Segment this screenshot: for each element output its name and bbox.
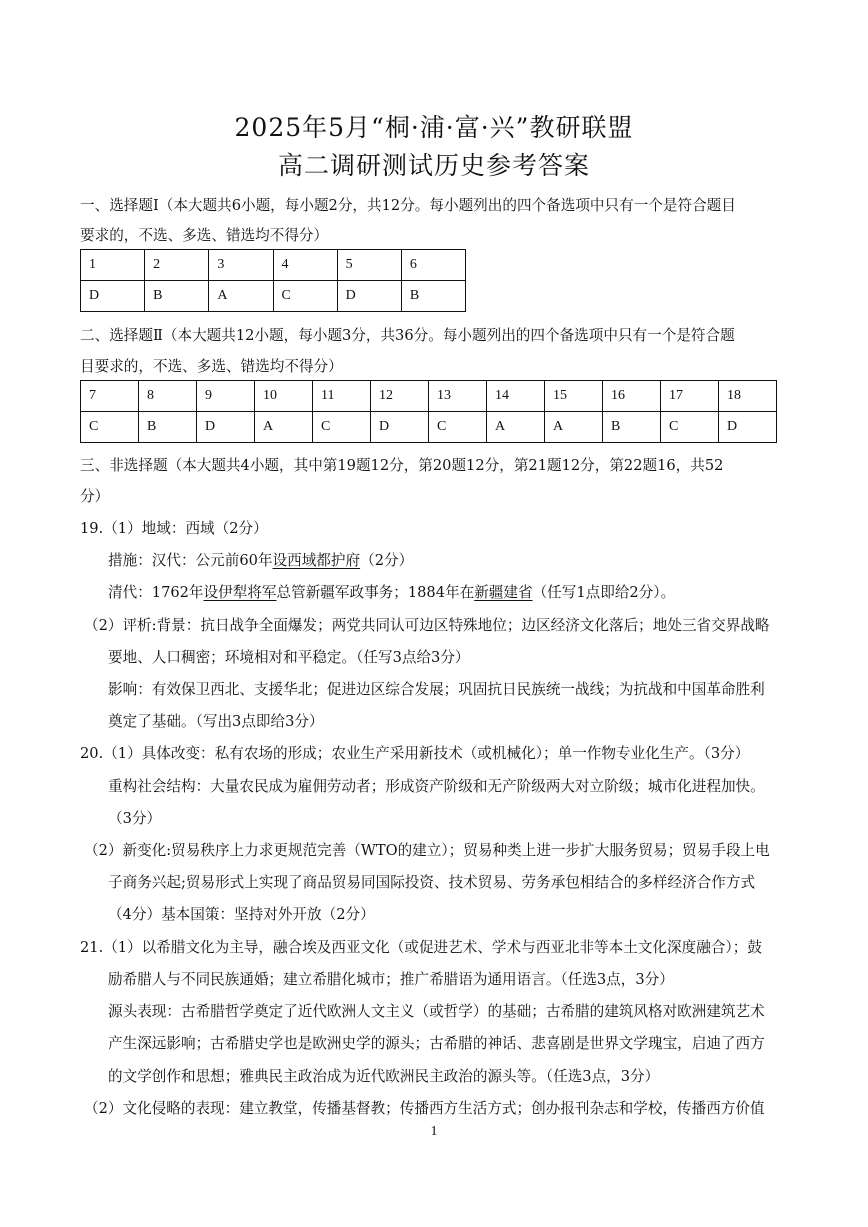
- q21-line4: 产生深远影响；古希腊史学也是欧洲史学的源头；古希腊的神话、悲喜剧是世界文学瑰宝，启迪了西方: [108, 1035, 765, 1052]
- table-cell-number: 18: [719, 381, 777, 412]
- document-title-line2: 高二调研测试历史参考答案: [277, 151, 590, 180]
- table-cell-answer: C: [273, 281, 337, 312]
- section1-intro-line2: 要求的，不选、多选、错选均不得分）: [80, 227, 329, 244]
- page-number: 1: [430, 1124, 438, 1139]
- q19-qing-text: 总管新疆军政事务；1884年在: [276, 584, 475, 601]
- q20-line4: （2）新变化:贸易秩序上力求更规范完善（WTO的建立）；贸易种类上进一步扩大服务贸易；贸易手段上电: [84, 842, 770, 859]
- table-cell-answer: C: [313, 412, 371, 443]
- q19-line4: （2）评析:背景：抗日战争全面爆发；两党共同认可边区特殊地位；边区经济文化落后；地处三省交界战略: [84, 617, 770, 634]
- table-cell-number: 10: [255, 381, 313, 412]
- table-cell-number: 11: [313, 381, 371, 412]
- q19-line1: 19.（1）地域：西域（2分）: [80, 520, 268, 537]
- table-cell-answer: A: [545, 412, 603, 443]
- table-cell-answer: C: [429, 412, 487, 443]
- q19-underlined-answer: 新疆建省: [474, 584, 533, 601]
- section3-intro-line2: 分）: [80, 488, 110, 505]
- q19-score-note: （任写1点即给2分）。: [532, 584, 676, 601]
- answer-table-section2: [80, 380, 777, 443]
- table-cell-answer: C: [661, 412, 719, 443]
- table-cell-answer: B: [603, 412, 661, 443]
- q21-line5: 的文学创作和思想；雅典民主政治成为近代欧洲民主政治的源头等。（任选3点，3分）: [108, 1068, 660, 1085]
- table-cell-answer: B: [139, 412, 197, 443]
- table-cell-number: 7: [81, 381, 139, 412]
- q19-underlined-answer: 设伊犁将军: [203, 584, 277, 601]
- table-cell-number: 6: [401, 250, 465, 281]
- table-row-numbers: [81, 381, 777, 412]
- q19-underlined-answer: 设西域都护府: [272, 552, 361, 569]
- section2-intro-line2: 目要求的，不选、多选、错选均不得分）: [80, 358, 343, 375]
- section1-intro-line1: 一、选择题Ⅰ（本大题共6小题，每小题2分，共12分。每小题列出的四个备选项中只有一个是符合题目: [80, 197, 736, 214]
- q19-line5: 要地、人口稠密；环境相对和平稳定。（任写3点给3分）: [108, 649, 470, 666]
- table-cell-number: 3: [209, 250, 273, 281]
- table-cell-answer: D: [371, 412, 429, 443]
- table-cell-answer: A: [209, 281, 273, 312]
- q19-line3: [108, 583, 675, 603]
- q19-measure-text: 措施：汉代：公元前60年: [108, 552, 273, 569]
- q20-line6: （4分）基本国策：坚持对外开放（2分）: [108, 906, 375, 923]
- q19-line6: 影响：有效保卫西北、支援华北；促进边区综合发展；巩固抗日民族统一战线；为抗战和中国革命胜利: [108, 681, 765, 698]
- table-cell-answer: D: [197, 412, 255, 443]
- table-cell-number: 2: [145, 250, 209, 281]
- table-cell-answer: D: [719, 412, 777, 443]
- table-cell-number: 16: [603, 381, 661, 412]
- table-cell-number: 13: [429, 381, 487, 412]
- table-cell-answer: B: [401, 281, 465, 312]
- q20-line5: 子商务兴起;贸易形式上实现了商品贸易同国际投资、技术贸易、劳务承包相结合的多样经济合作方式: [108, 874, 756, 891]
- table-cell-number: 17: [661, 381, 719, 412]
- answer-table-section1: [80, 249, 466, 312]
- table-cell-answer: D: [337, 281, 401, 312]
- q21-line1: 21.（1）以希腊文化为主导，融合埃及西亚文化（或促进艺术、学术与西亚北非等本土文化深度融合）；鼓: [80, 939, 762, 956]
- q21-line2: 励希腊人与不同民族通婚；建立希腊化城市；推广希腊语为通用语言。（任选3点，3分）: [108, 971, 674, 988]
- table-cell-answer: A: [255, 412, 313, 443]
- table-cell-number: 15: [545, 381, 603, 412]
- table-row-answers: [81, 281, 466, 312]
- q19-qing-text: 清代：1762年: [108, 584, 204, 601]
- table-cell-number: 8: [139, 381, 197, 412]
- document-title-line1: 2025年5月“桐·浦·富·兴”教研联盟: [234, 113, 634, 142]
- q21-line6: （2）文化侵略的表现：建立教堂，传播基督教；传播西方生活方式；创办报刊杂志和学校，传播西方价值: [84, 1100, 765, 1117]
- table-cell-number: 14: [487, 381, 545, 412]
- q20-line2: 重构社会结构：大量农民成为雇佣劳动者；形成资产阶级和无产阶级两大对立阶级；城市化进程加快。: [108, 778, 765, 795]
- q19-score-note: （2分）: [360, 552, 414, 569]
- q19-line2: [108, 551, 413, 571]
- table-cell-number: 5: [337, 250, 401, 281]
- table-cell-answer: A: [487, 412, 545, 443]
- table-row-answers: [81, 412, 777, 443]
- table-cell-answer: B: [145, 281, 209, 312]
- table-cell-number: 12: [371, 381, 429, 412]
- q19-line7: 奠定了基础。（写出3点即给3分）: [108, 713, 324, 730]
- q20-line1: 20.（1）具体改变：私有农场的形成；农业生产采用新技术（或机械化）；单一作物专业化生产。（3分）: [80, 745, 750, 762]
- section3-intro-line1: 三、非选择题（本大题共4小题，其中第19题12分，第20题12分，第21题12分，第22题16，共52: [80, 457, 724, 474]
- table-cell-number: 9: [197, 381, 255, 412]
- table-cell-number: 4: [273, 250, 337, 281]
- section2-intro-line1: 二、选择题Ⅱ（本大题共12小题，每小题3分，共36分。每小题列出的四个备选项中只有一个是符合题: [80, 327, 735, 344]
- table-row-numbers: [81, 250, 466, 281]
- q21-line3: 源头表现：古希腊哲学奠定了近代欧洲人文主义（或哲学）的基础；古希腊的建筑风格对欧洲建筑艺术: [108, 1003, 765, 1020]
- table-cell-answer: C: [81, 412, 139, 443]
- q20-line3: （3分）: [108, 810, 162, 827]
- table-cell-answer: D: [81, 281, 145, 312]
- table-cell-number: 1: [81, 250, 145, 281]
